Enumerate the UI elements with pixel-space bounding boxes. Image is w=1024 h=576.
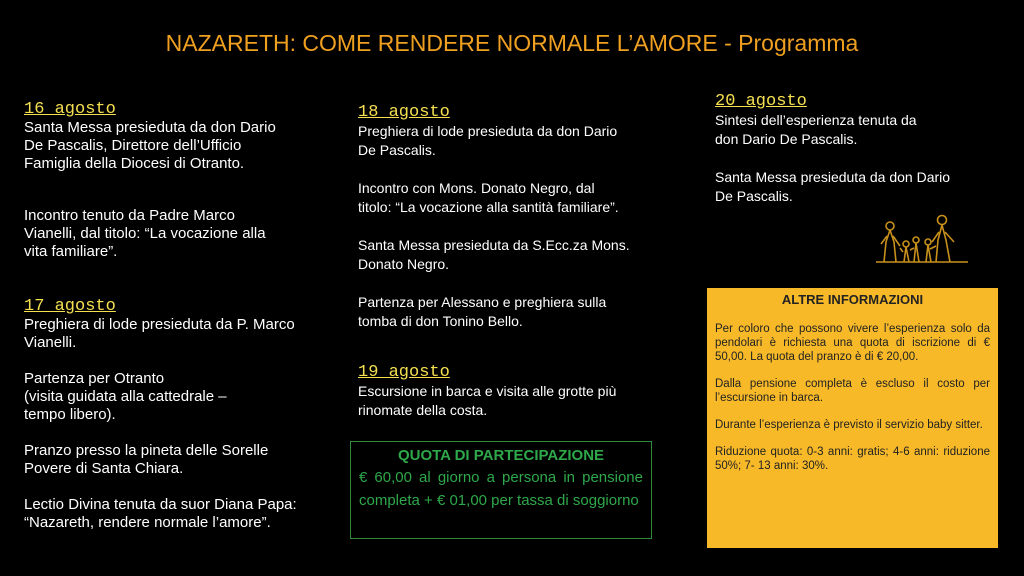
info-paragraph: Dalla pensione completa è escluso il costo per l’escursione in barca. <box>715 378 990 404</box>
page-title: NAZARETH: COME RENDERE NORMALE L’AMORE - Programma <box>165 30 859 56</box>
day-paragraph: Santa Messa presieduta da don Dario De Pascalis. <box>715 169 951 204</box>
day-paragraph: Pranzo presso la pineta delle Sorelle Povere di Santa Chiara. <box>24 442 269 477</box>
day-paragraph: Lectio Divina tenuta da suor Diana Papa: “Nazareth, rendere normale l’amore”. <box>24 496 297 531</box>
day-19-agosto <box>358 363 688 420</box>
day-paragraph: Santa Messa presieduta da don Dario De Pascalis, Direttore dell’Ufficio Famiglia della Diocesi di Otranto. <box>24 119 276 172</box>
day-paragraph: Preghiera di lode presieduta da don Dario De Pascalis. <box>358 123 618 158</box>
day-18-agosto <box>358 103 688 331</box>
day-paragraph: Incontro tenuto da Padre Marco Vianelli, dal titolo: “La vocazione alla vita familiare”. <box>24 207 266 260</box>
info-paragraph: Per coloro che possono vivere l’esperienza solo da pendolari è richiesta una quota di iscrizione di € 50,00. La quota del pranzo è di € 20,00. <box>715 323 990 363</box>
day-paragraph: Partenza per Otranto (visita guidata alla cattedrale – tempo libero). <box>24 370 227 423</box>
day-paragraph: Sintesi dell’esperienza tenuta da don Dario De Pascalis. <box>715 112 917 147</box>
day-date: 18 agosto <box>358 103 450 122</box>
day-date: 16 agosto <box>24 100 116 119</box>
info-box <box>707 288 998 548</box>
day-paragraph: Partenza per Alessano e preghiera sulla tomba di don Tonino Bello. <box>358 294 607 329</box>
quota-box <box>350 441 652 539</box>
day-date: 20 agosto <box>715 92 807 111</box>
day-17-agosto <box>24 297 334 532</box>
day-date: 17 agosto <box>24 297 116 316</box>
family-silhouette-icon <box>876 212 968 264</box>
day-20-agosto <box>715 92 1005 206</box>
day-paragraph: Preghiera di lode presieduta da P. Marco Vianelli. <box>24 316 295 351</box>
info-paragraph: Durante l’esperienza è previsto il servizio baby sitter. <box>715 419 983 431</box>
quota-heading: QUOTA DI PARTECIPAZIONE <box>397 447 605 464</box>
day-paragraph: Escursione in barca e visita alle grotte più rinomate della costa. <box>358 383 617 418</box>
day-date: 19 agosto <box>358 363 450 382</box>
day-16-agosto <box>24 100 334 261</box>
quota-text: € 60,00 al giorno a persona in pensione completa + € 01,00 per tassa di soggiorno <box>359 469 643 509</box>
info-heading: ALTRE INFORMAZIONI <box>781 292 924 307</box>
day-paragraph: Incontro con Mons. Donato Negro, dal titolo: “La vocazione alla santità familiare”. <box>358 180 619 215</box>
info-paragraph: Riduzione quota: 0-3 anni: gratis; 4-6 anni: riduzione 50%; 7- 13 anni: 30%. <box>715 446 990 472</box>
day-paragraph: Santa Messa presieduta da S.Ecc.za Mons. Donato Negro. <box>358 237 630 272</box>
